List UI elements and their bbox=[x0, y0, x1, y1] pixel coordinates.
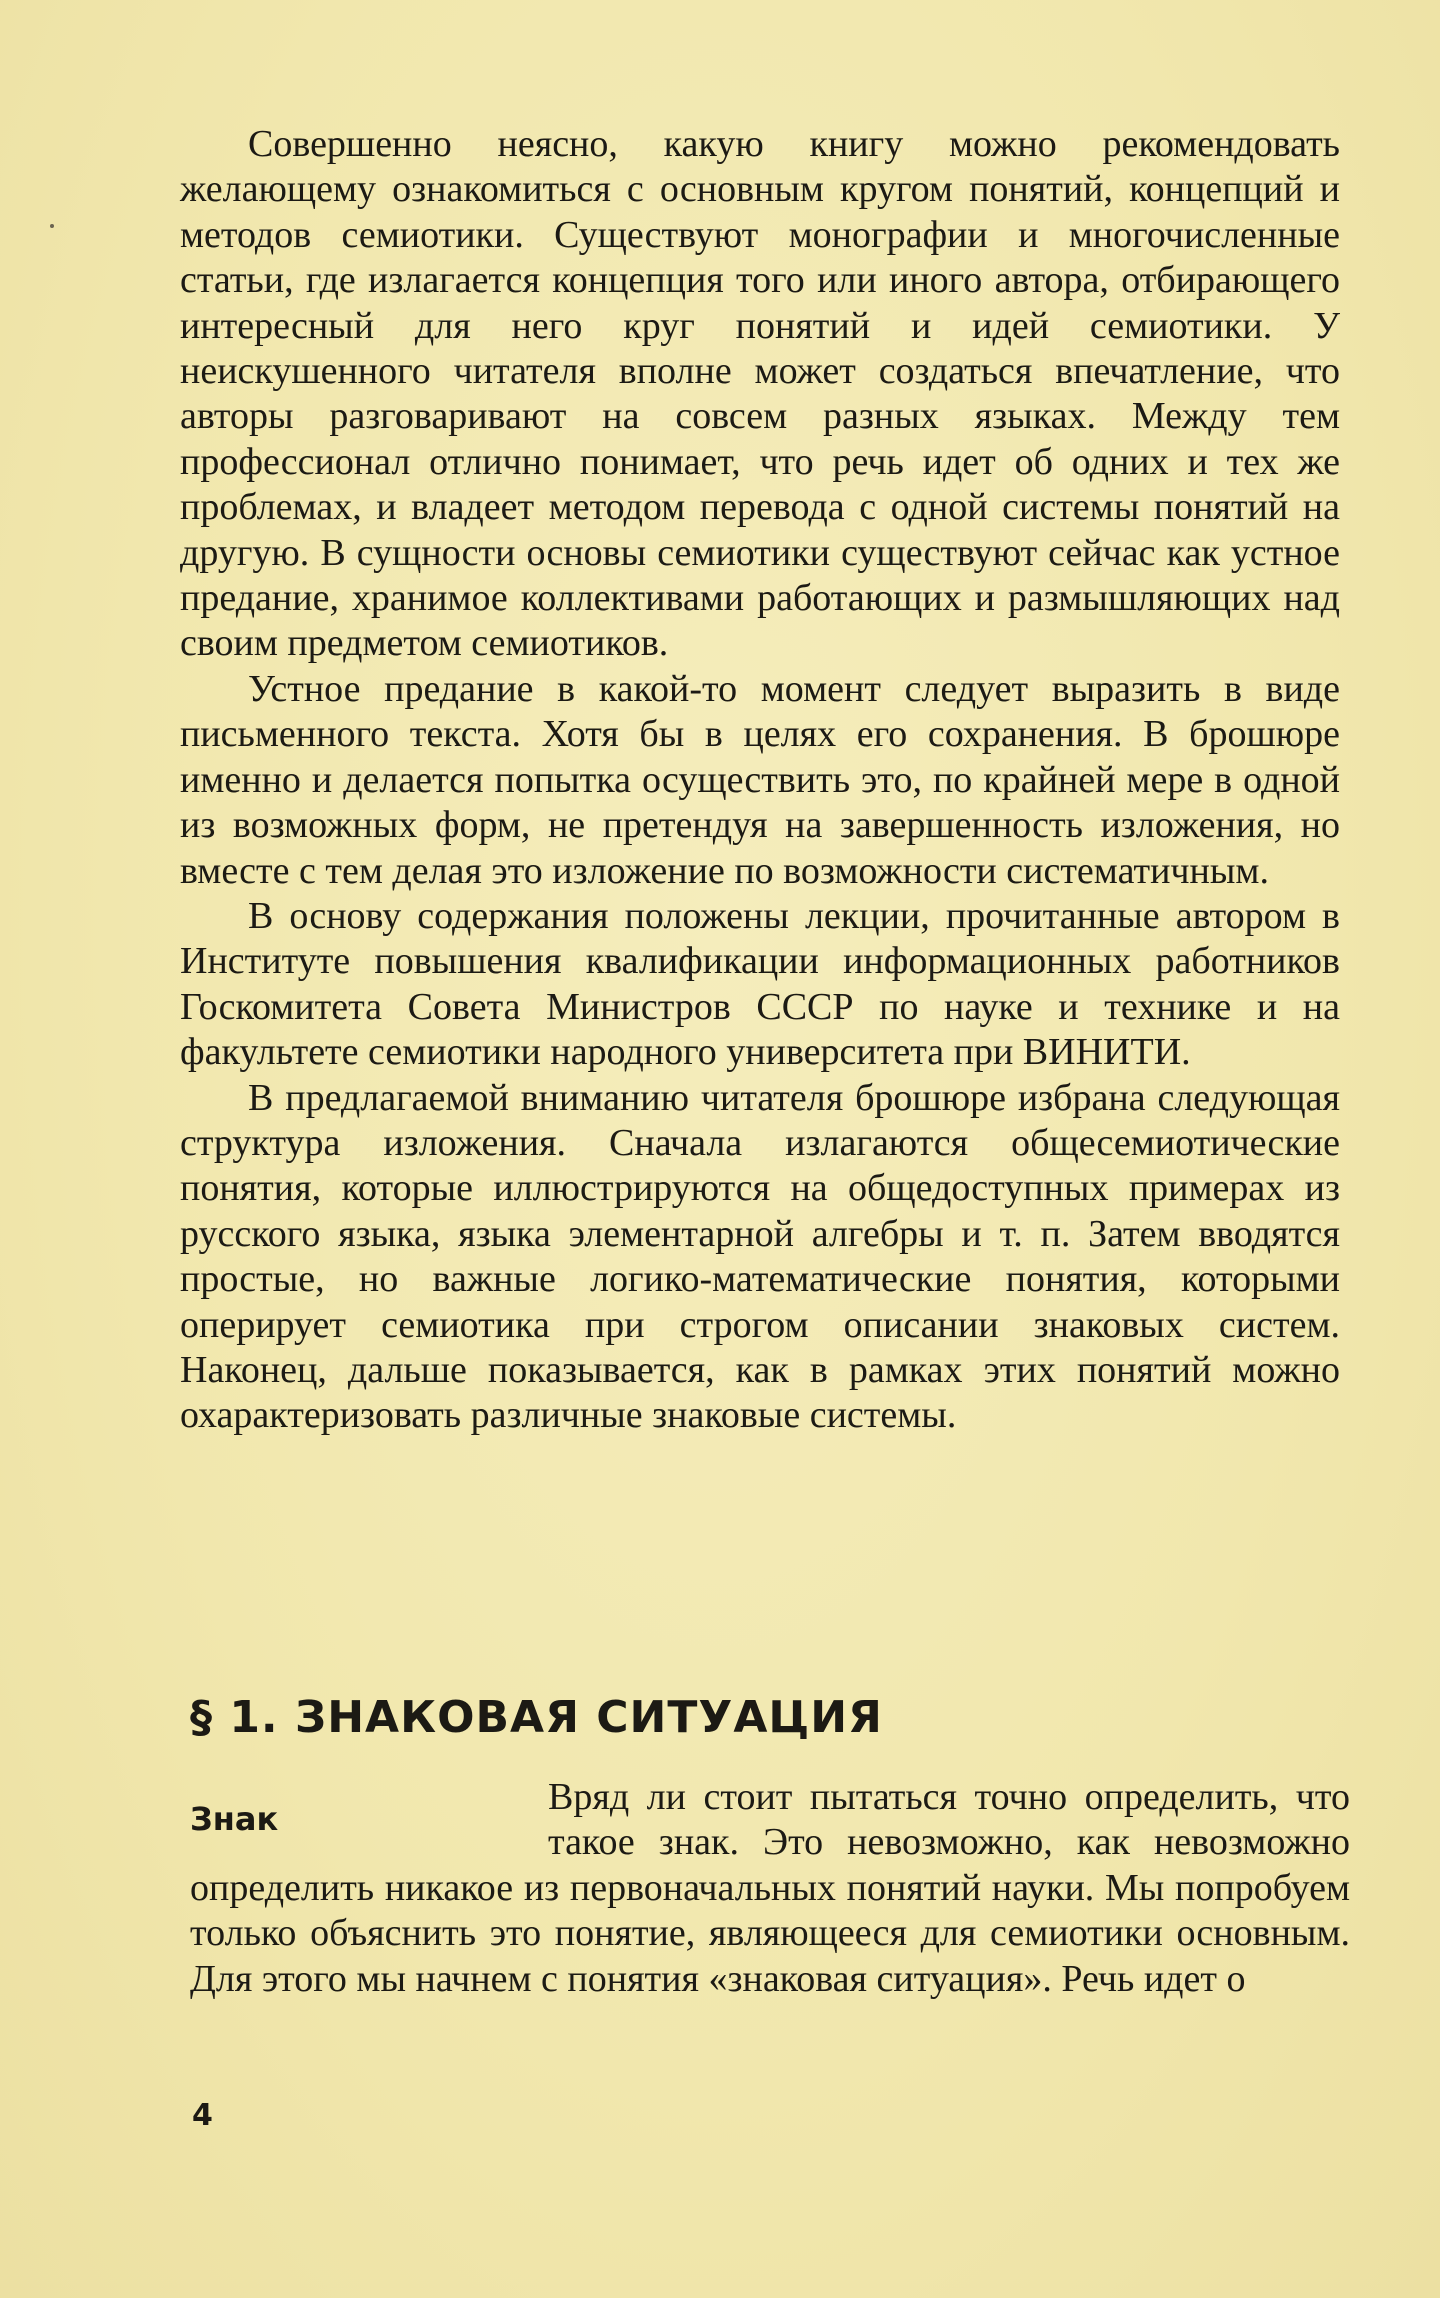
section-side-label: Знак bbox=[190, 1800, 279, 1838]
section-title: § 1. ЗНАКОВАЯ СИТУАЦИЯ bbox=[190, 1692, 883, 1743]
paragraph-3: В основу содержания положены лекции, прочитанные автором в Институте повышения квалификации информационных работников Госкомитета Совета Министров СССР по науке и технике и на факультете семиотики народного университета при ВИНИТИ. bbox=[180, 894, 1340, 1074]
section-body bbox=[190, 1775, 1350, 2002]
intro-text bbox=[180, 122, 1340, 1439]
page-number: 4 bbox=[192, 2098, 213, 2133]
side-label-spacer bbox=[190, 1775, 548, 1863]
paragraph-1: Совершенно неясно, какую книгу можно рекомендовать желающему ознакомиться с основным кругом понятий, концепций и методов семиотики. Существуют монографии и многочисленные статьи, где излагается концепция того или иного автора, отбирающего интересный для него круг понятий и идей семиотики. У неискушенного читателя вполне может создаться впечатление, что авторы разговаривают на совсем разных языках. Между тем профессионал отлично понимает, что речь идет об одних и тех же проблемах, и владеет методом перевода с одной системы понятий на другую. В сущности основы семиотики существуют сейчас как устное предание, хранимое коллективами работающих и размышляющих над своим предметом семиотиков. bbox=[180, 123, 1340, 665]
section-paragraph: Вряд ли стоит пытаться точно определить, что такое знак. Это невозможно, как невозможно определить никакое из первоначальных понятий науки. Мы попробуем только объяснить это понятие, являющееся для семиотики основным. Для этого мы начнем с понятия «знаковая ситуация». Речь идет о bbox=[190, 1776, 1350, 2000]
paragraph-2: Устное предание в какой-то момент следует выразить в виде письменного текста. Хотя бы в целях его сохранения. В брошюре именно и делается попытка осуществить это, по крайней мере в одной из возможных форм, не претендуя на завершенность изложения, но вместе с тем делая это изложение по возможности систематичным. bbox=[180, 667, 1340, 892]
paper-speck bbox=[50, 224, 54, 228]
paragraph-4: В предлагаемой вниманию читателя брошюре избрана следующая структура изложения. Сначала излагаются общесемиотические понятия, которые иллюстрируются на общедоступных примерах из русского языка, языка элементарной алгебры и т. п. Затем вводятся простые, но важные логико-математические понятия, которыми оперирует семиотика при строгом описании знаковых систем. Наконец, дальше показывается, как в рамках этих понятий можно охарактеризовать различные знаковые системы. bbox=[180, 1076, 1340, 1437]
